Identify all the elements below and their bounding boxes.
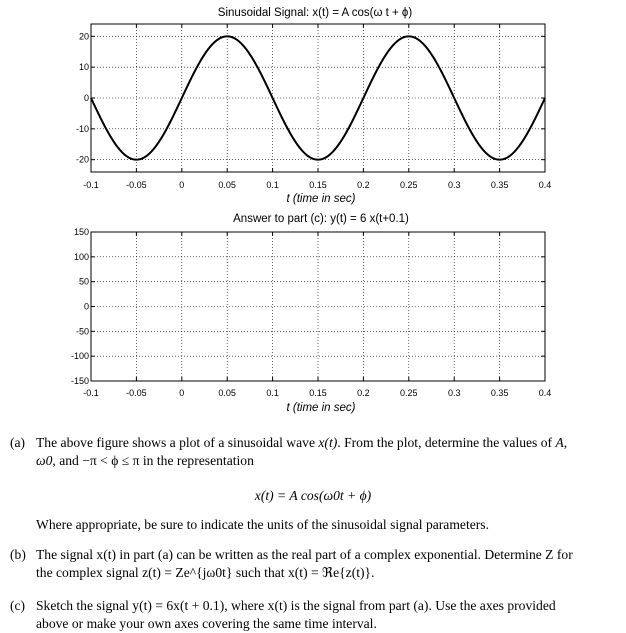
problem-a-text: The above figure shows a plot of a sinusoidal wave x(t). From the plot, determine the values of A, — [36, 435, 568, 450]
sinusoid-chart — [76, 7, 551, 205]
x-tick-label: 0.25 — [400, 388, 418, 398]
y-tick-label: 20 — [78, 31, 89, 42]
problem-c-label: (c) — [10, 598, 26, 613]
x-tick-label: 0.1 — [266, 388, 279, 398]
problem-a-equation: x(t) = A cos(ω0t + ϕ) — [254, 488, 372, 503]
y-tick-label: -10 — [75, 123, 89, 134]
x-tick-label: 0.15 — [309, 388, 327, 398]
y-tick-label: 0 — [83, 301, 89, 312]
problem-a — [10, 434, 622, 470]
x-tick-label: 0.3 — [447, 388, 461, 398]
x-tick-label: 0.25 — [400, 180, 418, 190]
x-tick-label: 0.15 — [309, 180, 327, 190]
problem-c-text-line1: Sketch the signal y(t) = 6x(t + 0.1), where x(t) is the signal from part (a). Use the axes provided — [36, 598, 556, 613]
x-tick-label: 0.1 — [266, 180, 279, 190]
y-tick-label: 50 — [78, 276, 89, 287]
problem-a-label: (a) — [10, 435, 26, 450]
problem-b — [10, 546, 622, 582]
grid — [91, 24, 545, 172]
x-tick-label: 0.4 — [538, 180, 552, 190]
chart-title: Sinusoidal Signal: x(t) = A cos(ω t + ϕ) — [217, 7, 413, 19]
answer-chart — [71, 213, 551, 414]
problem-b-text-line1: The signal x(t) in part (a) can be written as the real part of a complex exponential. Determine Z for — [36, 547, 573, 562]
x-tick-label: 0.4 — [538, 388, 552, 398]
x-tick-label: 0.2 — [357, 388, 370, 398]
x-tick-label: 0 — [179, 388, 185, 398]
x-axis-label: t (time in sec) — [286, 193, 356, 205]
x-tick-label: 0.35 — [490, 180, 509, 190]
x-tick-labels — [83, 180, 551, 190]
y-tick-label: 10 — [78, 62, 89, 73]
y-tick-label: 0 — [83, 93, 89, 103]
problem-a-note: Where appropriate, be sure to indicate the units of the sinusoidal signal parameters. — [36, 517, 489, 532]
y-tick-label: -50 — [75, 326, 89, 337]
y-tick-label: 100 — [73, 251, 89, 262]
y-tick-labels — [76, 31, 89, 164]
grid — [91, 232, 545, 381]
y-tick-labels — [71, 227, 89, 386]
problem-c-text-line2: above or make your own axes covering the same time interval. — [36, 616, 377, 631]
problem-a-text-line2: ω0, and −π < ϕ ≤ π in the representation — [36, 453, 254, 468]
x-tick-label: 0.3 — [447, 180, 461, 190]
x-axis-label: t (time in sec) — [286, 402, 356, 414]
plot-frame — [91, 24, 545, 172]
x-tick-label: -0.05 — [126, 180, 147, 190]
x-tick-label: -0.1 — [83, 180, 99, 190]
y-tick-label: -150 — [70, 376, 89, 386]
problem-b-text-line2: the complex signal z(t) = Ze^{jω0t} such that x(t) = ℜe{z(t)}. — [36, 565, 375, 580]
x-tick-label: 0.05 — [218, 180, 236, 190]
problem-c — [10, 597, 622, 633]
x-tick-label: 0.35 — [490, 388, 509, 398]
x-tick-label: -0.1 — [83, 388, 99, 398]
y-tick-label: -20 — [75, 154, 89, 165]
x-tick-label: 0 — [179, 180, 185, 190]
problem-b-label: (b) — [10, 547, 26, 562]
y-tick-label: -100 — [70, 351, 89, 362]
chart-title: Answer to part (c): y(t) = 6 x(t+0.1) — [233, 213, 409, 225]
y-tick-label: 150 — [73, 227, 89, 237]
x-tick-label: 0.05 — [218, 388, 236, 398]
ticks — [91, 24, 545, 172]
x-tick-label: -0.05 — [126, 388, 147, 398]
x-tick-labels — [83, 388, 551, 398]
x-tick-label: 0.2 — [357, 180, 370, 190]
